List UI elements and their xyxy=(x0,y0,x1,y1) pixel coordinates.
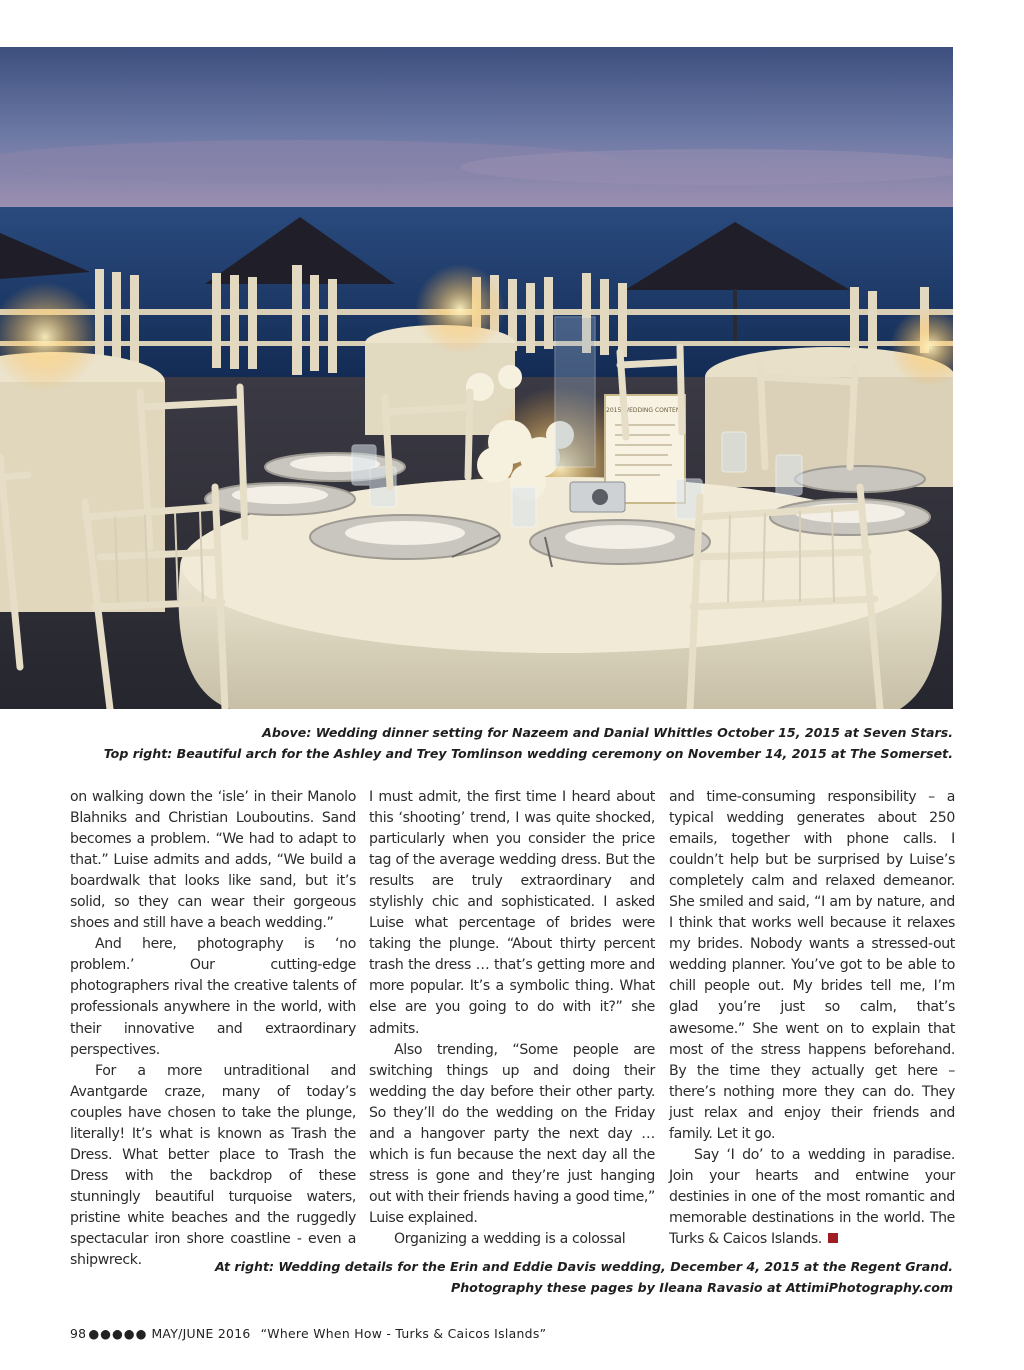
footer-dots-icon: ●●●●● xyxy=(88,1326,148,1341)
article-column-2 xyxy=(369,787,655,1250)
paragraph-final xyxy=(669,1145,955,1250)
end-mark-icon xyxy=(828,1233,838,1243)
article-column-1 xyxy=(70,787,356,1271)
photo-wedding-dinner-setting-icon xyxy=(0,47,953,709)
paragraph: And here, photography is ‘no problem.’ Our cutting-edge photographers rival the creative talents of professionals anywhere in the world, with their innovative and extraordinary perspectives. xyxy=(70,936,356,1058)
wedding-dinner-photo xyxy=(0,47,953,709)
publication-name: “Where When How - Turks & Caicos Islands” xyxy=(260,1326,547,1341)
article-column-3 xyxy=(669,787,955,1250)
paragraph: on walking down the ‘isle’ in their Manolo Blahniks and Christian Louboutins. Sand becomes a problem. “We had to adapt to that.” Luise admits and adds, “We build a boardwalk that looks like sand, but it’s solid, so they can wear their gorgeous shoes and still have a beach wedding.” xyxy=(70,789,356,932)
photo-credit: Photography these pages by Ileana Ravasio at AttimiPhotography.com xyxy=(450,1280,953,1295)
page-number: 98 xyxy=(70,1326,87,1341)
paragraph: and time-consuming responsibility – a typical wedding generates about 250 emails, together with phone calls. I couldn’t help but be surprised by Luise’s completely calm and relaxed demeanor. She smiled and said, “I am by nature, and I think that works well because it relaxes my brides. Nobody wants a stressed-out wedding planner. You’ve got to be able to chill people out. My brides tell me, I’m glad you’re just so calm, that’s awesome.” She went on to explain that most of the stress happens beforehand. By the time they actually get here – there’s nothing more they can do. They just relax and enjoy their friends and family. Let it go. xyxy=(669,789,955,1142)
caption-top-right: Top right: Beautiful arch for the Ashley and Trey Tomlinson wedding ceremony on November 14, 2015 at The Somerset. xyxy=(103,746,953,761)
paragraph: Also trending, “Some people are switching things up and doing their wedding the day before their other party. So they’ll do the wedding on the Friday and a hangover party the next day … which is fun because the next day all the stress is gone and they’re just hanging out with their friends having a good time,” Luise explained. xyxy=(369,1041,655,1226)
photo-caption-bottom xyxy=(215,1256,953,1298)
paragraph-final-text: Say ‘I do’ to a wedding in paradise. Join your hearts and entwine your destinies in one of the most romantic and memorable destinations in the world. The Turks & Caicos Islands. xyxy=(669,1146,955,1247)
paragraph: Organizing a wedding is a colossal xyxy=(394,1230,626,1247)
issue-date: MAY/JUNE 2016 xyxy=(151,1326,251,1341)
paragraph: I must admit, the first time I heard about this ‘shooting’ trend, I was quite shocked, particularly when you consider the price tag of the average wedding dress. But the results are truly extraordinary and stylishly chic and sophisticated. I asked Luise what percentage of brides were taking the plunge. “About thirty percent trash the dress … that’s getting more and more popular. It’s a symbolic thing. What else are you going to do with it?” she admits. xyxy=(369,789,655,1037)
photo-caption-top xyxy=(104,722,953,764)
photo-sign-text: 2015 WEDDING CONTENT xyxy=(606,407,684,414)
caption-above: Above: Wedding dinner setting for Nazeem and Danial Whittles October 15, 2015 at Seven Stars. xyxy=(262,725,953,740)
caption-at-right: At right: Wedding details for the Erin and Eddie Davis wedding, December 4, 2015 at the Regent Grand. xyxy=(214,1259,953,1274)
paragraph: For a more untraditional and Avantgarde craze, many of today’s couples have chosen to take the plunge, literally! It’s what is known as Trash the Dress. What better place to Trash the Dress with the backdrop of these stunningly beautiful turquoise waters, pristine white beaches and the ruggedly spectacular iron shore coastline - even a shipwreck. xyxy=(70,1062,356,1269)
page-footer xyxy=(70,1326,546,1341)
